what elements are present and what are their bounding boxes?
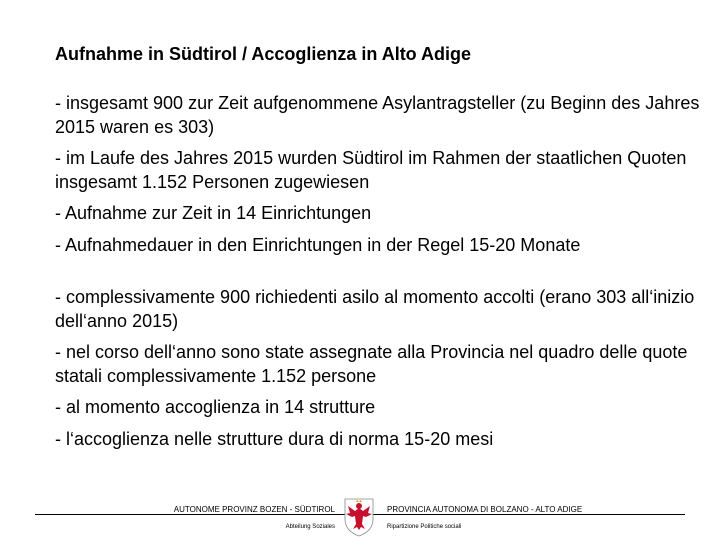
footer-dept-it: Ripartizione Politiche sociali [387,524,462,530]
slide-title: Aufnahme in Südtirol / Accoglienza in Alto Adige [55,44,472,64]
bullet-duration-it: - l‘accoglienza nelle strutture dura di norma 15-20 mesi [55,429,494,449]
footer-dept-de: Abteilung Soziales [285,524,335,530]
footer-org-de: AUTONOME PROVINZ BOZEN - SÜDTIROL [173,505,335,514]
bullet-duration-de: - Aufnahmedauer in den Einrichtungen in der Regel 15-20 Monate [55,235,581,255]
footer-org-it: PROVINCIA AUTONOMA DI BOLZANO - ALTO ADIGE [387,505,583,514]
bullet-facilities-de: - Aufnahme zur Zeit in 14 Einrichtungen [55,203,372,223]
bullet-quota-assigned-it: - nel corso dell‘anno sono state assegnate alla Provincia nel quadro delle quote statali complessivamente 1.152 persone [55,342,688,386]
bullet-quota-assigned-de: - im Laufe des Jahres 2015 wurden Südtirol im Rahmen der staatlichen Quoten insgesamt 1.152 Personen zugewiesen [55,148,687,192]
bullet-facilities-it: - al momento accoglienza in 14 strutture [55,397,376,417]
south-tyrol-eagle-emblem-icon [343,497,375,537]
bullet-total-accommodated-it: - complessivamente 900 richiedenti asilo al momento accolti (erano 303 all‘inizio dell‘anno 2015) [55,287,695,331]
bullet-total-accommodated-de: - insgesamt 900 zur Zeit aufgenommene Asylantragsteller (zu Beginn des Jahres 2015 waren es 303) [55,93,700,137]
